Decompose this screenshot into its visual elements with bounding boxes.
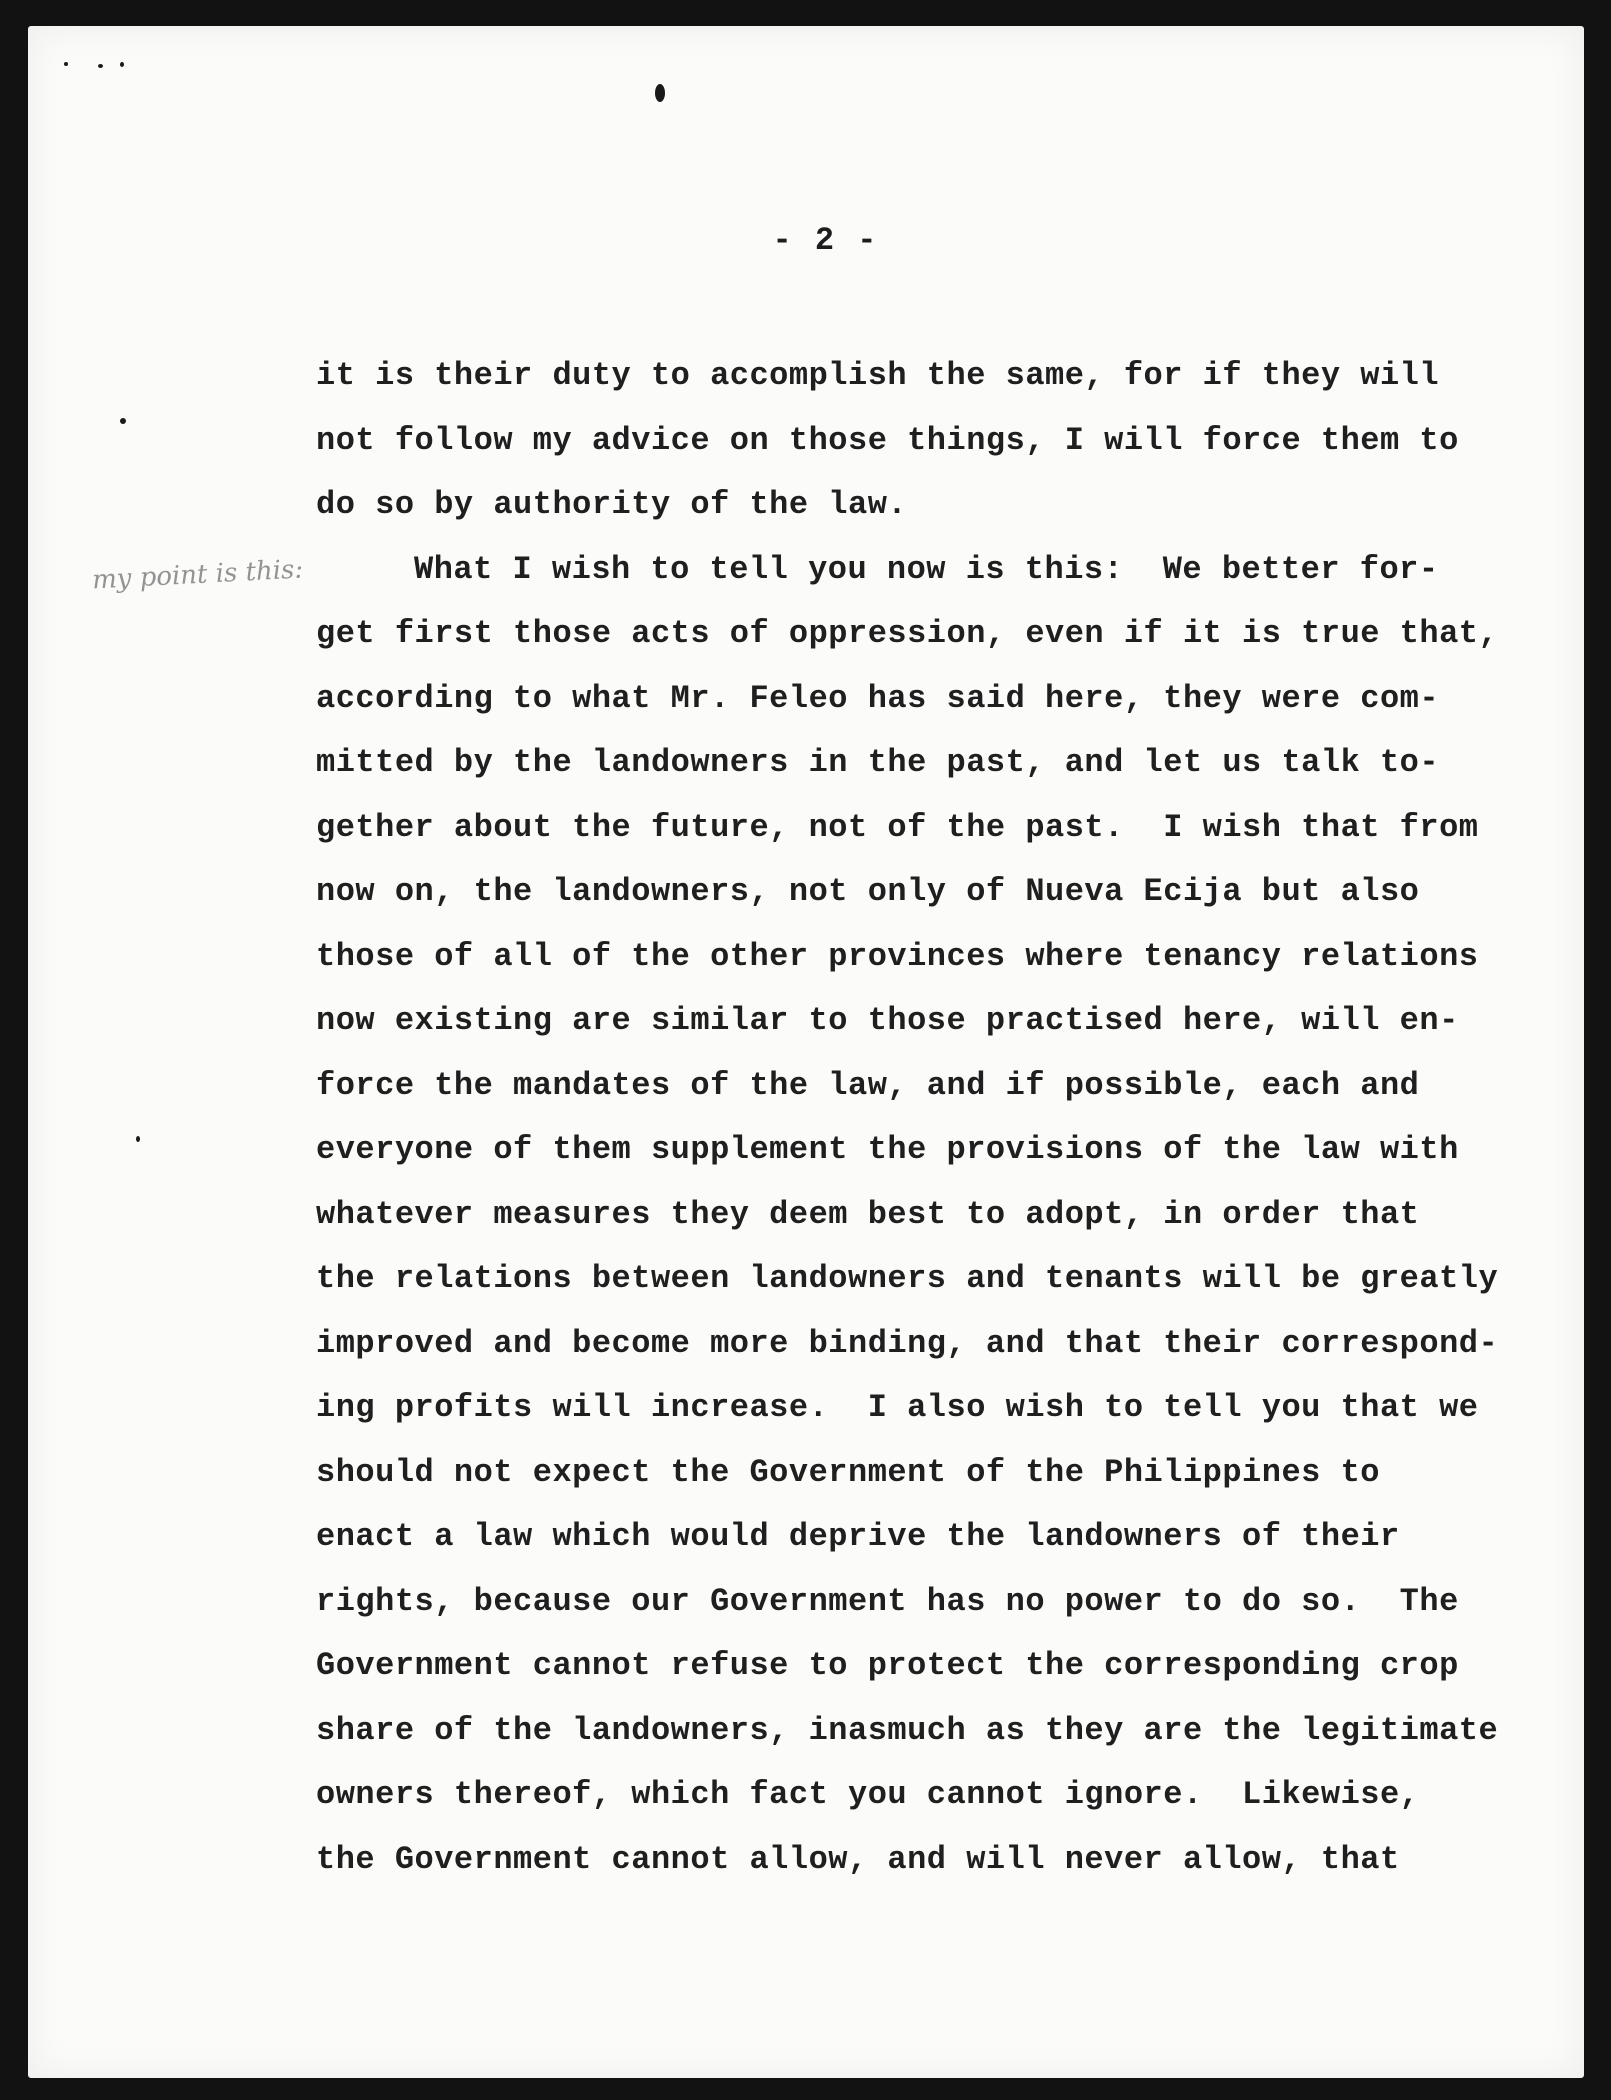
text-line: share of the landowners, inasmuch as they are the legitimate (316, 1711, 1499, 1749)
handwritten-margin-note: my point is this: (91, 554, 304, 596)
text-line: rights, because our Government has no power to do so. The (316, 1582, 1459, 1620)
text-line: owners thereof, which fact you cannot ignore. Likewise, (316, 1776, 1420, 1813)
ink-speck (120, 62, 124, 67)
ink-speck (64, 62, 68, 66)
text-line: not follow my advice on those things, I will force them to (316, 421, 1459, 459)
text-line: force the mandates of the law, and if possible, each and (316, 1066, 1420, 1104)
text-line: mitted by the landowners in the past, and let us talk to- (316, 744, 1440, 781)
text-line: now existing are similar to those practised here, will en- (316, 1002, 1459, 1039)
text-line: whatever measures they deem best to adopt, in order that (316, 1195, 1420, 1233)
typed-body-text (316, 344, 1499, 1892)
ink-speck (98, 64, 103, 68)
text-line: according to what Mr. Feleo has said here, they were com- (316, 679, 1440, 717)
ink-speck (136, 1136, 140, 1142)
text-line: it is their duty to accomplish the same, for if they will (316, 357, 1440, 394)
text-line: gether about the future, not of the past. I wish that from (316, 808, 1479, 846)
text-line: Government cannot refuse to protect the corresponding crop (316, 1647, 1459, 1684)
text-line: do so by authority of the law. (316, 486, 908, 523)
text-line: enact a law which would deprive the landowners of their (316, 1518, 1400, 1555)
ink-speck (120, 418, 126, 424)
ink-speck (655, 84, 665, 102)
text-line: should not expect the Government of the Philippines to (316, 1453, 1380, 1491)
text-line: get first those acts of oppression, even if it is true that, (316, 615, 1499, 652)
text-line: the relations between landowners and tenants will be greatly (316, 1260, 1499, 1297)
text-line: those of all of the other provinces where tenancy relations (316, 937, 1479, 975)
text-line: everyone of them supplement the provisions of the law with (316, 1131, 1459, 1168)
text-line: the Government cannot allow, and will never allow, that (316, 1840, 1400, 1878)
text-line: ing profits will increase. I also wish to tell you that we (316, 1389, 1479, 1426)
text-line: improved and become more binding, and that their correspond- (316, 1324, 1499, 1362)
text-line: What I wish to tell you now is this: We better for- (414, 550, 1439, 588)
page-number: - 2 - (772, 222, 879, 259)
text-line: now on, the landowners, not only of Nueva Ecija but also (316, 873, 1420, 910)
